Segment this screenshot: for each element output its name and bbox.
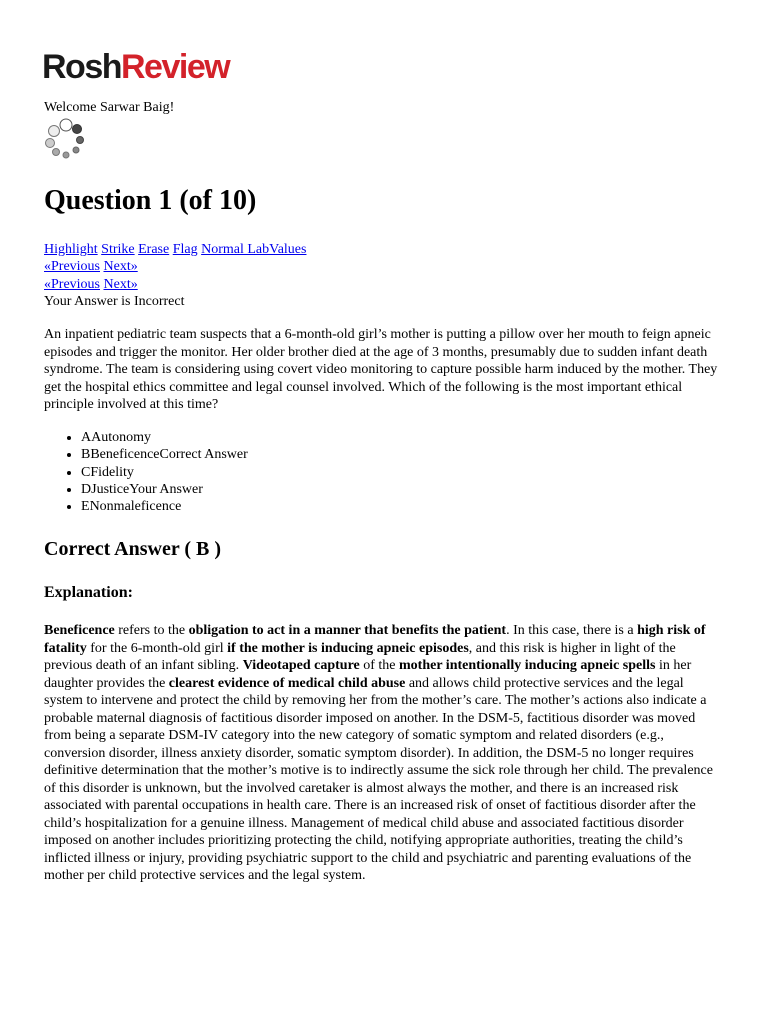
explanation-emphasis: obligation to act in a manner that benefits the patient [188,623,507,638]
choice-d[interactable] [81,481,721,498]
nav-row-bottom [44,276,138,294]
logo-text-review: Review [121,48,230,86]
correct-answer-tag: Correct Answer [159,447,248,463]
explanation-emphasis: Videotaped capture [242,658,360,673]
question-title: Question 1 (of 10) [44,185,257,216]
next-link[interactable]: Next» [103,277,138,292]
loading-spinner-icon [44,117,86,161]
svg-text:RoshReview [42,48,231,86]
explanation-heading: Explanation: [44,584,133,601]
your-answer-tag: Your Answer [129,481,203,497]
choice-text: Justice [91,481,130,497]
choice-text: Beneficence [90,447,160,463]
choice-letter: C [81,464,91,480]
highlight-link[interactable]: Highlight [44,242,98,257]
choice-text: Nonmaleficence [89,499,182,515]
explanation-emphasis: Beneficence [44,623,115,638]
roshreview-logo[interactable] [42,40,254,86]
explanation-run: in her daughter provides the [44,658,692,691]
strike-link[interactable]: Strike [101,242,135,257]
choice-text: Fidelity [90,464,134,480]
question-stem: An inpatient pediatric team suspects that a 6-month-old girl’s mother is putting a pillow over her mouth to feign apneic episodes and trigger the monitor. Her older brother died at the age of 3 months, presumably due to sudden infant death syndrome. The team is considering using covert video monitoring to capture possible harm induced by the mother. They get the hospital ethics committee and legal counsel involved. Which of the following is the most important ethical principle involved at this time? [44,327,718,412]
previous-link[interactable]: «Previous [44,277,100,292]
choice-b[interactable] [81,446,721,463]
choice-letter: E [81,499,90,515]
explanation-text [44,622,724,885]
answer-status: Your Answer is Incorrect [44,294,185,309]
previous-link[interactable]: «Previous [44,259,100,274]
choice-e[interactable] [81,498,721,515]
next-link[interactable]: Next» [103,259,138,274]
correct-answer-heading: Correct Answer ( B ) [44,538,221,560]
explanation-emphasis: high risk of fatality [44,623,706,656]
flag-link[interactable]: Flag [172,242,198,257]
explanation-run: and allows child protective services and the legal system to intervene and protect the child by removing her from the mother’s care. The mother’s actions also indicate a probable maternal diagnosis of factitious disorder imposed on another. In the DSM-5, factitious disorder was moved from being a separate DSM-IV category into the new category of somatic symptom and related disorders (e.g., conversion disorder, illness anxiety disorder, somatic symptom disorder). In addition, the DSM-5 no longer requires definitive determination that the mother’s motive is to indirectly assume the sick role through her child. The prevalence of this disorder is unknown, but the involved caretaker is almost always the mother, and there is an increased risk associated with parental occupations in health care. There is an increased risk of onset of factitious disorder after the child’s hospitalization for a genuine illness. Management of medical child abuse and associated factitious disorder imposed on another includes prioritizing protecting the child, notifying appropriate authorities, treating the child’s inflicted illness or injury, providing psychiatric support to the child and psychiatric and parenting evaluations of the mother per child protective services and the legal system. [44,675,713,883]
nav-row-top [44,258,138,276]
choice-text: Autonomy [91,430,152,445]
explanation-run: of the [359,658,400,673]
answer-choices [44,429,721,515]
choice-letter: B [81,447,91,463]
question-toolbar [44,241,306,259]
choice-letter: A [81,430,92,445]
explanation-emphasis: if the mother is inducing apneic episodes [227,640,469,656]
choice-c[interactable] [81,464,721,481]
normal-lab-values-link[interactable]: Normal LabValues [201,242,307,257]
welcome-message: Welcome Sarwar Baig! [44,100,175,115]
explanation-run: for the 6-month-old girl [86,640,228,656]
choice-letter: D [81,481,92,497]
explanation-emphasis: clearest evidence of medical child abuse [168,675,406,691]
choice-a[interactable] [81,429,721,446]
erase-link[interactable]: Erase [138,242,170,257]
explanation-emphasis: mother intentionally inducing apneic spells [399,658,656,673]
explanation-run: . In this case, there is a [506,623,638,638]
logo-text-rosh: Rosh [42,48,121,86]
explanation-run: refers to the [114,623,189,638]
explanation-run: , and this risk is higher in light of the previous death of an infant sibling. [44,640,676,673]
